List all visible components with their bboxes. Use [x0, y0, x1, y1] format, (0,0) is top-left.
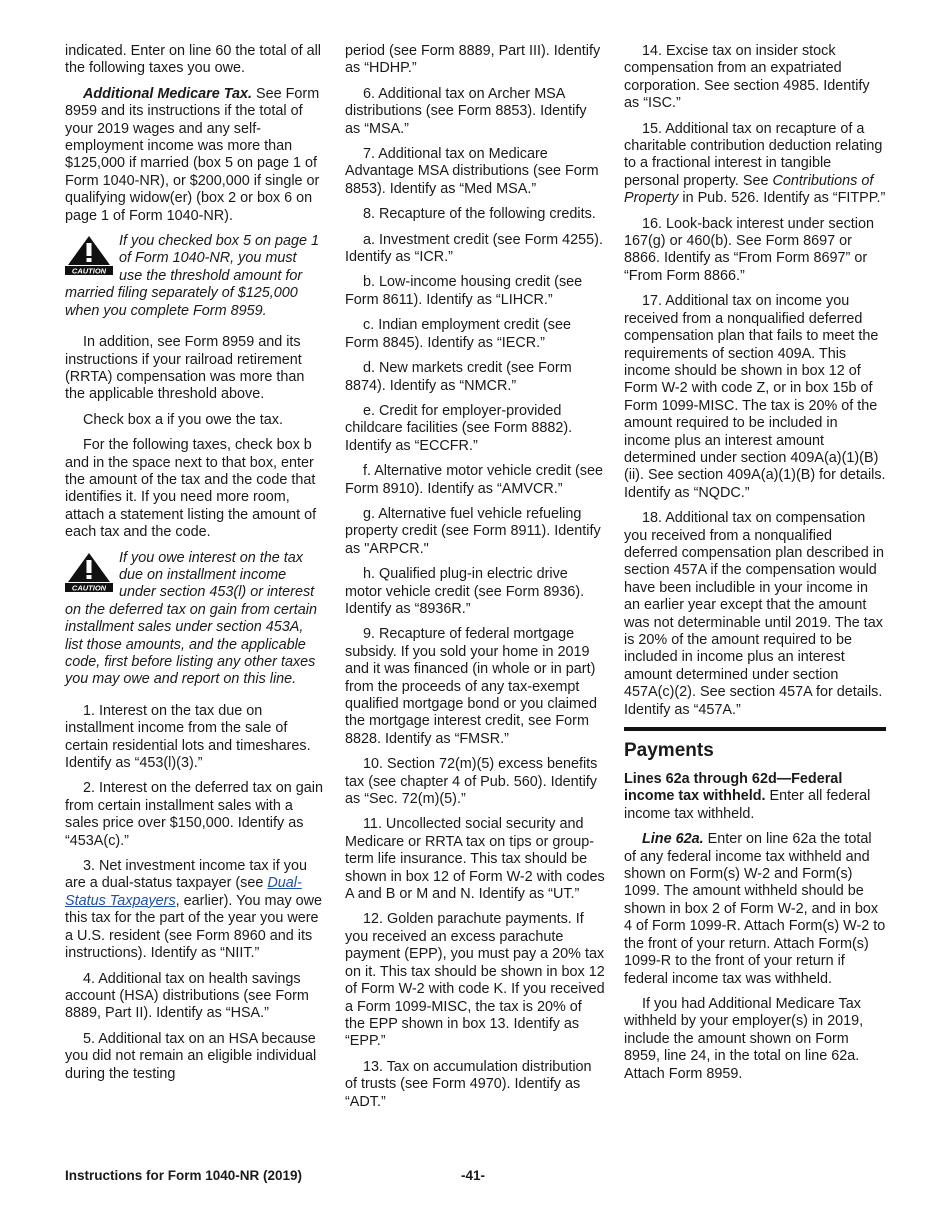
section-heading: Additional Medicare Tax. — [83, 85, 252, 102]
list-item: c. Indian employment credit (see Form 8845). Identify as “IECR.” — [345, 317, 571, 351]
list-item: 3. Net investment income tax if you are a dual-status taxpayer (see Dual-Status Taxpayers, earlier). You may owe this tax for the part of the year you were a U.S. resident (see Form 8960 and its instructions). Identify as “NIIT.” — [65, 858, 323, 962]
column-3 — [624, 43, 886, 1091]
column-2 — [345, 43, 605, 1119]
list-item: 8. Recapture of the following credits. — [363, 206, 596, 223]
paragraph: Check box a if you owe the tax. — [83, 411, 283, 428]
list-item: d. New markets credit (see Form 8874). Identify as “NMCR.” — [345, 360, 572, 394]
list-item: 10. Section 72(m)(5) excess benefits tax (see chapter 4 of Pub. 560). Identify as “Sec. 72(m)(5).” — [345, 756, 598, 808]
paragraph: In addition, see Form 8959 and its instructions if your railroad retirement (RRTA) compensation was more than the applicable threshold above. — [65, 334, 305, 403]
payments-heading: Payments — [624, 740, 714, 762]
caution-icon — [65, 552, 113, 592]
lines-62a-62d-paragraph: Lines 62a through 62d—Federal income tax withheld. Enter all federal income tax withheld. — [624, 771, 871, 822]
list-item: 13. Tax on accumulation distribution of trusts (see Form 4970). Identify as “ADT.” — [345, 1058, 592, 1110]
list-item: f. Alternative motor vehicle credit (see Form 8910). Identify as “AMVCR.” — [345, 463, 603, 497]
dual-status-taxpayers-link[interactable]: Dual-Status Taxpayers — [65, 875, 302, 909]
list-item: e. Credit for employer-provided childcare facilities (see Form 8882). Identify as “ECCFR.” — [345, 402, 573, 454]
list-item: 2. Interest on the deferred tax on gain from certain installment sales with a sales price over $150,000. Identify as “453A(c).” — [65, 780, 324, 849]
page-number: -41- — [461, 1168, 486, 1183]
list-item: 11. Uncollected social security and Medicare or RRTA tax on tips or group-term life insurance. This tax should be shown in box 12 of Form W-2 with codes A and B or M and N. Identify as “UT.” — [345, 816, 605, 903]
caution-icon — [65, 235, 113, 275]
column-1 — [65, 43, 323, 1091]
line-62a-paragraph: Line 62a. Enter on line 62a the total of any federal income tax withheld and shown on Form(s) W-2 and Form(s) 1099. The amount withheld should be shown in box 2 of Form W-2, and in box 4 of Form 1099-R. Attach Form(s) W-2 to the front of your return. Attach Form(s) 1099-R to the front of your return if federal income tax was withheld. — [624, 831, 886, 987]
list-item: a. Investment credit (see Form 4255). Identify as “ICR.” — [345, 231, 603, 266]
list-item: 16. Look-back interest under section 167(g) or 460(b). See Form 8697 or 8866. Identify as “From Form 8697” or “From Form 8866.” — [624, 215, 874, 284]
list-item: 6. Additional tax on Archer MSA distributions (see Form 8853). Identify as “MSA.” — [345, 85, 587, 137]
list-item: 5. Additional tax on an HSA because you did not remain an eligible individual during the testing — [65, 1030, 317, 1082]
list-item: b. Low-income housing credit (see Form 8611). Identify as “LIHCR.” — [345, 274, 583, 308]
list-item: 4. Additional tax on health savings account (HSA) distributions (see Form 8889, Part II). Identify as “HSA.” — [65, 970, 309, 1022]
caution-note: CAUTION If you owe interest on the tax due on installment income under section 453(l) or interest on the deferred tax on gain from certain installment sales under section 453A, list those amounts, and the applicable code, first before listing any other taxes you may owe and report on this line. — [65, 549, 317, 688]
list-item: 14. Excise tax on insider stock compensation from an expatriated corporation. See section 4985. Identify as “ISC.” — [624, 43, 870, 112]
list-item: 1. Interest on the tax due on installment income from the sale of certain residential lots and timeshares. Identify as “453(l)(3).” — [65, 702, 311, 772]
list-item: 17. Additional tax on income you received from a nonqualified deferred compensation plan that fails to meet the requirements of section 409A. This income should be shown in box 12 of Form W-2 with code Z, or in box 15b of Form 1099-MISC. The tax is 20% of the amount required to be included in income plus an interest amount determined under section 409A(a)(1)(B)(ii). See section 409A(a)(1)(B) for details. Identify as “NQDC.” — [624, 293, 886, 501]
list-item: 7. Additional tax on Medicare Advantage MSA distributions (see Form 8853). Identify as “Med MSA.” — [345, 146, 599, 197]
caution-label: CAUTION — [71, 583, 107, 592]
list-item: 18. Additional tax on compensation you received from a nonqualified deferred compensation plan described in section 457A if the compensation would have been includible in your income in an earlier year except that the amount was not determinable until 2019. The tax is 20% of the amount required to be included in income plus an interest amount determined under section 457A(c)(2). See section 457A for details. Identify as “457A.” — [624, 510, 884, 718]
paragraph: If you had Additional Medicare Tax withheld by your employer(s) in 2019, include the amount shown on Form 8959, line 24, in the total on line 62a. Attach Form 8959. — [624, 995, 864, 1082]
subsection-heading: Line 62a. — [642, 831, 704, 848]
paragraph: period (see Form 8889, Part III). Identify as “HDHP.” — [345, 43, 601, 77]
paragraph: For the following taxes, check box b and in the space next to that box, enter the amount of the tax and the code that identifies it. If you need more room, attach a statement listing the amount of each tax and the code. — [65, 437, 317, 541]
paragraph: indicated. Enter on line 60 the total of all the following taxes you owe. — [65, 43, 322, 77]
list-item: 15. Additional tax on recapture of a charitable contribution deduction relating to a fractional interest in tangible personal property. See Contributions of Property in Pub. 526. Identify as “FITPP.” — [624, 120, 886, 207]
section-divider — [624, 727, 886, 731]
additional-medicare-tax-paragraph: Additional Medicare Tax. See Form 8959 and its instructions if the total of your 2019 wages and any self-employment income was more than $125,000 if married (box 5 on page 1 of Form 1040-NR), or $200,000 if single or qualifying widow(er) (box 2 or box 6 on page 1 of Form 1040-NR). — [65, 85, 320, 224]
list-item: g. Alternative fuel vehicle refueling property credit (see Form 8911). Identify as "ARPCR." — [345, 505, 601, 557]
list-item: 12. Golden parachute payments. If you received an excess parachute payment (EPP), you must pay a 20% tax on it. This tax should be shown in box 12 of Form W-2 with code K. If you received a Form 1099-MISC, the tax is 20% of the EPP shown in box 13. Identify as “EPP.” — [345, 911, 605, 1050]
list-item: 9. Recapture of federal mortgage subsidy. If you sold your home in 2019 and it was financed (in whole or in part) from the proceeds of any tax-exempt qualified mortgage bond or you claimed the mortgage interest credit, see Form 8828. Identify as “FMSR.” — [345, 626, 597, 747]
caution-note: CAUTION If you checked box 5 on page 1 of Form 1040-NR, you must use the threshold amount for married filing separately of $125,000 when you complete Form 8959. — [65, 233, 320, 319]
footer-form-title: Instructions for Form 1040-NR (2019) — [65, 1168, 303, 1183]
caution-label: CAUTION — [71, 266, 107, 276]
subsection-heading: Lines 62a through 62d—Federal income tax withheld. — [624, 771, 843, 805]
list-item: h. Qualified plug-in electric drive motor vehicle credit (see Form 8936). Identify as “8936R.” — [345, 566, 585, 617]
